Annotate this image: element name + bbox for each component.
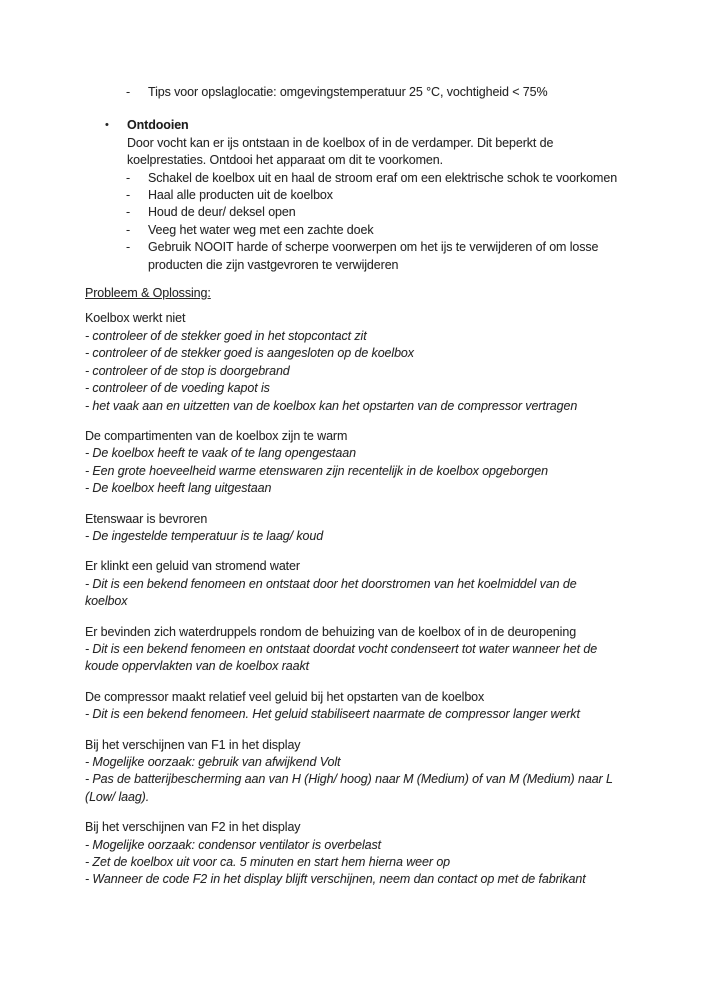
page-content <box>85 84 622 889</box>
problem-title: Er bevinden zich waterdruppels rondom de behuizing van de koelbox of in de deuropening <box>85 624 577 639</box>
solution-line: - Mogelijke oorzaak: condensor ventilator is overbelast <box>85 837 382 852</box>
solution-line: - Mogelijke oorzaak: gebruik van afwijkend Volt <box>85 755 341 769</box>
problem-block <box>85 689 622 724</box>
solution-line: - controleer of de stekker goed in het stopcontact zit <box>85 328 367 343</box>
problem-block <box>85 737 622 807</box>
ontdooien-step <box>85 239 622 274</box>
ontdooien-intro: Door vocht kan er ijs ontstaan in de koelbox of in de verdamper. Dit beperkt de koelprestaties. Ontdooi het apparaat om dit te voorkomen. <box>127 135 554 168</box>
solution-line: - Een grote hoeveelheid warme etenswaren zijn recentelijk in de koelbox opgeborgen <box>85 463 548 478</box>
solution-line: - controleer of de stekker goed is aangesloten op de koelbox <box>85 346 414 361</box>
ontdooien-step <box>85 222 622 239</box>
problem-solutions <box>85 706 622 723</box>
dash-marker: - <box>126 222 131 237</box>
problem-title: Koelbox werkt niet <box>85 311 186 326</box>
problem-title: De compressor maakt relatief veel geluid bij het opstarten van de koelbox <box>85 689 485 704</box>
solution-line: - Wanneer de code F2 in het display blijft verschijnen, neem dan contact op met de fabrikant <box>85 872 586 887</box>
dash-marker: - <box>126 85 131 99</box>
ontdooien-steps <box>85 170 622 274</box>
solution-line: - Zet de koelbox uit voor ca. 5 minuten en start hem hierna weer op <box>85 855 451 870</box>
section-heading: Probleem & Oplossing: <box>85 286 211 301</box>
solution-line: - Pas de batterijbescherming aan van H (High/ hoog) naar M (Medium) of van M (Medium) naar L (Low/ laag). <box>85 772 613 804</box>
dash-marker: - <box>126 205 131 220</box>
solution-line: - Dit is een bekend fenomeen en ontstaat doordat vocht condenseert tot water wanneer het de koude oppervlakten van de koelbox raakt <box>85 641 598 674</box>
problem-block <box>85 624 622 676</box>
storage-tip-text: Tips voor opslaglocatie: omgevingstemperatuur 25 °C, vochtigheid < 75% <box>148 85 548 99</box>
solution-line: - De koelbox heeft lang uitgestaan <box>85 481 272 496</box>
problem-block <box>85 558 622 610</box>
problem-solutions <box>85 837 622 889</box>
solution-line: - Dit is een bekend fenomeen. Het geluid stabiliseert naarmate de compressor langer werkt <box>85 707 580 722</box>
problem-title: Bij het verschijnen van F1 in het display <box>85 737 301 752</box>
ontdooien-section <box>85 117 622 274</box>
problem-block <box>85 819 622 889</box>
solution-line: - De koelbox heeft te vaak of te lang opengestaan <box>85 446 356 461</box>
ontdooien-title-row <box>85 117 622 134</box>
problem-solutions <box>85 328 622 415</box>
solution-line: - Dit is een bekend fenomeen en ontstaat door het doorstromen van het koelmiddel van de koelbox <box>85 576 577 609</box>
dash-marker: - <box>126 170 131 185</box>
dash-marker: - <box>126 188 131 203</box>
ontdooien-step-text: Houd de deur/ deksel open <box>148 205 296 220</box>
problems-list <box>85 310 622 888</box>
problem-solutions <box>85 445 622 497</box>
ontdooien-step-text: Haal alle producten uit de koelbox <box>148 188 333 203</box>
problem-block <box>85 511 622 546</box>
bullet-marker: • <box>105 119 109 132</box>
solution-line: - controleer of de stop is doorgebrand <box>85 363 290 378</box>
problem-solutions <box>85 528 622 545</box>
problem-solutions <box>85 641 622 676</box>
problem-title: Er klinkt een geluid van stromend water <box>85 559 300 574</box>
dash-marker: - <box>126 240 131 255</box>
ontdooien-step-text: Schakel de koelbox uit en haal de stroom eraf om een elektrische schok te voorkomen <box>148 170 618 185</box>
problem-solutions <box>85 754 622 806</box>
problem-solutions <box>85 576 622 611</box>
solution-line: - het vaak aan en uitzetten van de koelbox kan het opstarten van de compressor vertragen <box>85 398 578 413</box>
ontdooien-step <box>85 170 622 187</box>
solution-line: - controleer of de voeding kapot is <box>85 381 270 396</box>
ontdooien-step <box>85 204 622 221</box>
problem-block <box>85 310 622 414</box>
problem-title: Etenswaar is bevroren <box>85 511 208 526</box>
ontdooien-step-text: Veeg het water weg met een zachte doek <box>148 222 374 237</box>
ontdooien-title: Ontdooien <box>127 118 189 133</box>
ontdooien-step-text: Gebruik NOOIT harde of scherpe voorwerpen om het ijs te verwijderen of om losse producten die zijn vastgevroren te verwijderen <box>148 240 599 272</box>
problem-block <box>85 428 622 498</box>
problem-title: De compartimenten van de koelbox zijn te warm <box>85 428 348 443</box>
ontdooien-step <box>85 187 622 204</box>
solution-line: - De ingestelde temperatuur is te laag/ koud <box>85 528 324 543</box>
storage-tip-item <box>85 84 622 101</box>
problem-title: Bij het verschijnen van F2 in het display <box>85 820 301 835</box>
